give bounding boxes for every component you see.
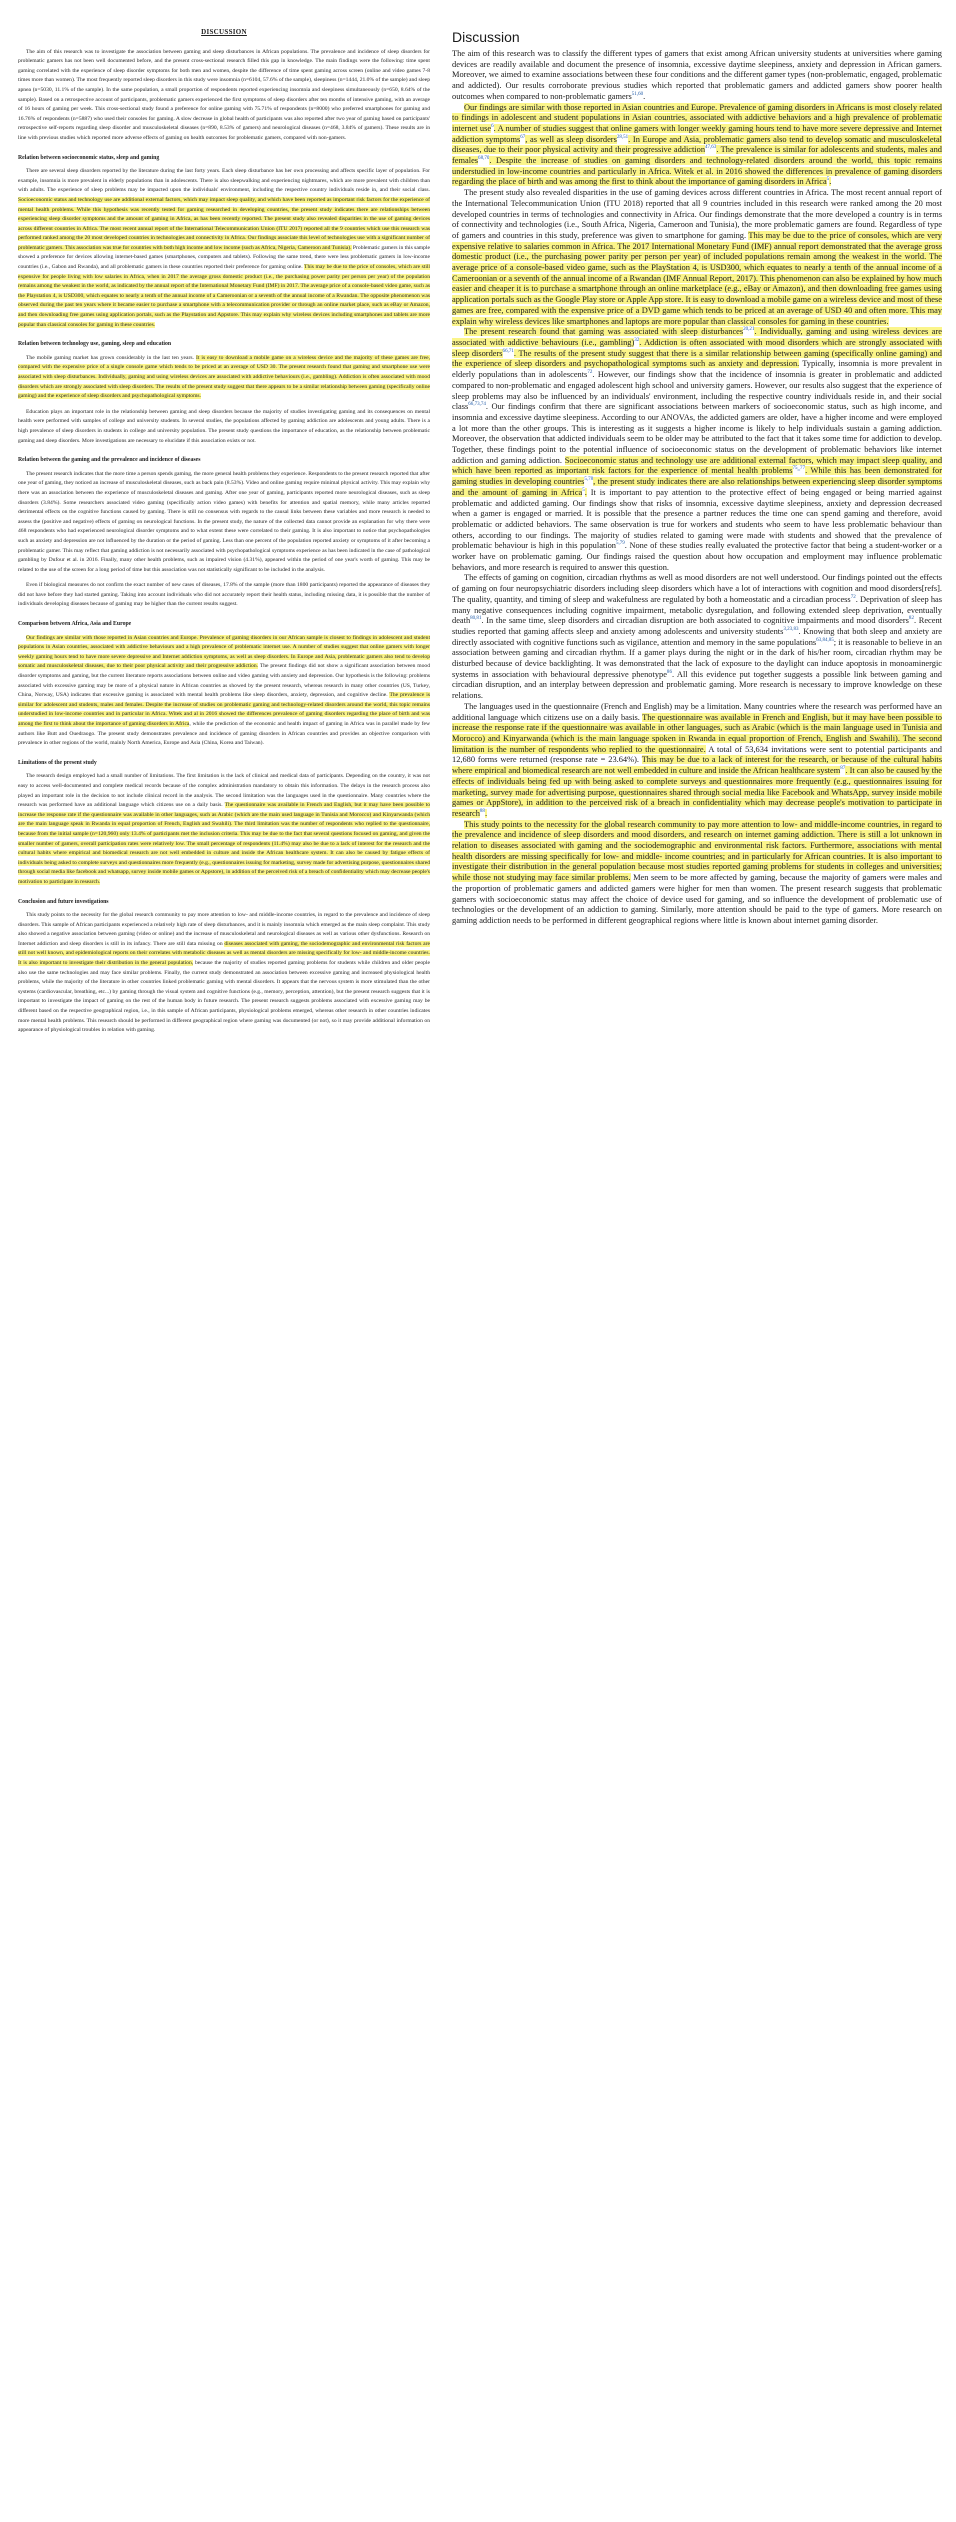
citation-ref[interactable]: 3,23,83 — [783, 627, 799, 633]
highlighted-text: . Despite the increase of studies on gaming disorders and technology-related disorders around the world, this topic remains understudied in low-income countries and particularly in Africa. Witek et al. in 2016 showed the differences in prevalence of gaming disorders regarding the place of birth and was among the first to think about the importance of gaming disorders in Africa — [452, 156, 942, 187]
body-text: Typically, insomnia is more prevalent in elderly populations than in adolescents — [452, 359, 942, 380]
body-text: The mobile gaming market has grown considerably in the last ten years. — [26, 354, 196, 361]
highlighted-text: This may be due to a lack of interest for the research, or because of the cultural habits where empirical and biomedical research are not well embedded in culture and inside the African healthcare system — [452, 755, 942, 776]
body-text: . None of these studies really evaluated the protective factor that being a student-worker or a worker have on problematic gaming. Our findings raised the question about how occupation and employment may influence problematic behaviors, and more research is required to answer this question. — [452, 541, 942, 572]
citation-ref[interactable]: 5,78 — [584, 477, 594, 483]
citation-ref[interactable]: 51,60 — [631, 92, 644, 98]
section-heading: Relation between the gaming and the prevalence and incidence of diseases — [18, 457, 201, 464]
citation-ref[interactable]: 66,73,74 — [468, 402, 486, 408]
highlighted-text: . — [829, 177, 832, 187]
published-paragraph — [452, 49, 942, 103]
citation-ref[interactable]: 20,21 — [743, 327, 755, 333]
published-column — [452, 28, 942, 2498]
body-text: . Recent studies reported that gaming affects sleep and anxiety among adolescents and university students — [452, 616, 942, 636]
citation-ref[interactable]: 32 — [634, 338, 640, 344]
highlighted-text: This may be due to the price of consoles, which are still expensive for people living with low salaries in Africa, when in 2017 the average gross domestic product (i.e., the purchasing power parity per person per year) of the population remains among the weakest in the world, as indicated by the annual report of the International Monetary Fund (IMF) in 2017. The average price of a console-based video game, such as the Playstation 4, is USD300, which equates to nearly a tenth of the annual income of a Cameroonian or a seventh of the annual income of a Rwandan. — [18, 264, 430, 299]
highlighted-text: , the present study indicates there are also relationships between experiencing sleep disorder symptoms and the amount of gaming in Africa — [452, 477, 942, 497]
body-text: . — [643, 91, 646, 101]
section-heading: Limitations of the present study — [18, 759, 97, 766]
body-text: . In the same time, sleep disorders and circadian disruption are both associated to cognitive impairments and mood disorders — [481, 616, 909, 626]
manuscript-paragraph — [18, 581, 430, 610]
highlighted-text: . — [484, 808, 488, 818]
published-paragraph — [452, 702, 942, 820]
body-text: The present findings did not show a significant association between mood disorder symptoms and gaming, but the current literature reports associations between online and video gaming with anxiety and depression. Our hypothesis is the following: problems associated with excessive gaming may be more of a physical nature in African countries as showed by the present research, whereas research in many other countries (US, Turkey, China, Norway, USA) indicates that excessive gaming is associated with mental health problems like sleep disorders, anxiety, depression, and cognitive decline. — [18, 663, 430, 699]
citation-ref[interactable]: 68,70 — [478, 156, 490, 162]
body-text: A total of 53,634 invitations were sent to potential participants and 12,680 forms were returned (response rate = 23.64%). — [452, 744, 942, 765]
highlighted-text: Socioeconomic status and technology use are additional external factors, which may impact sleep quality, and which have been reported as important risk factors for the experience of mental health problems — [452, 455, 942, 476]
highlighted-text: . While this has been demonstrated for gaming studies in developing countries — [452, 466, 942, 487]
highlighted-text: This may be due to the price of consoles, which are very expensive relative to salaries common in Africa. The 2017 International Monetary Fund (IMF) annual report demonstrated that the average gross domestic product (i.e., the purchasing power parity per person per year) of included populations remain among the weakest in the world. The average price of a console-based video game, such as the PlayStation 4, is USD300, which equates to nearly a tenth of the annual income of a Cameroonian or a seventh of the annual income of a Rwandan (IMF Annual Report, 2017). This phenomenon can also be explained by how much easier and cheaper it is to purchase a smartphone through an online marketplace (e.g., eBay or Amazon), and then downloading free games using application portals such as the Google Play store or Apple App store. It is easy to download a mobile game on a wireless device and most of these games are free, compared with the expensive price of a DVD game which tends to be priced at an average of USD 40 and often more. This may explain why wireless devices like smartphones and laptops are more popular than classical consoles for gaming in these countries. — [452, 230, 942, 326]
highlighted-text: The prevalence is similar for adolescent and students, males and females. Despite the increase of studies on problematic gaming and technology-related disorders around the world, this topic remains understudied in low-income countries and in particular in Africa. Witek and al in 2016 showed the differences prevalence of gaming disorders regarding the place of birth and was among the first to think about the importance of gaming disorders in Africa — [18, 692, 430, 727]
highlighted-text: This study points to the necessity for the global research community to pay more attention to low- and middle-income countries, in regard to the prevalence and incidence of sleep disorders and mood disorders, and research on internet gaming addiction. There is still a lot unknown in relation to diseases associated with gaming and the sociodemographic and environmental risk factors. Furthermore, associations with mental health disorders are missing specifically for low- and middle- income countries; and in particularly for African countries. It is also important to investigate their distribution in the general population because most studies reported gaming problems for students in colleges and universities; while those not studying may face similar problems. — [452, 819, 942, 883]
highlighted-text: The opposite phenomenon was observed during the past ten years where it became easier to purchase a smartphone with a telecommunication provider or through an online market place, such as eBay or Amazon, and then downloading free games using application portals, such as the Playstation and Appstore. This may explain why wireless devices including smartphones and tablets are more popular than classical consoles for gaming in these countries. — [18, 292, 430, 328]
body-text: The effects of gaming on cognition, circadian rhythms as well as mood disorders are not well understood. Our findings pointed out the effects of gaming on four neuropsychiatric disorders including sleep disorders which have a lot of interactions with cognition and mood disorders[refs]. The quality, quantity, and timing of sleep and wakefulness are regulated by both a homeostatic and a circadian process — [452, 573, 942, 604]
citation-ref[interactable]: 5 — [826, 177, 830, 183]
body-text: The present study also revealed disparities in the use of gaming devices across different countries in Africa. The most recent annual report of the International Telecommunication Union (ITU 2018) reported that all 9 countries included in this research were ranked among the 20 most developed countries in terms of technologies and connectivity in Africa. Our findings demonstrate that the more developed a country is in terms of connectivity and technologies (i.e., South Africa, Nigeria, Cameroon and Tunisia), the more problematic gamers are found. Regardless of type of gamers and countries in this study, preference was given to smartphone for gaming. — [452, 188, 942, 240]
body-text: The aim of this research was to investigate the association between gaming and sleep disturbances in African populations. The prevalence and incidence of sleep disorders for problematic gamers has not been well documented before, and the present cross-sectional research filled this gap in knowledge. The main findings were the following: time spent gaming correlated with the experience of sleep disorder symptoms for both men and women, despite the difference of time spent gaming across screen (online and video games 7-8 times more than women). The most frequently reported sleep disorders in this study were insomnia (n=6104, 57.6% of the sample), sleepiness (n=1444, 21.0% of the sample) and sleep apnea (n=5030, 11.1% of the sample). In the same population, a small proportion of respondents reported experiencing insomnia and sleepiness simultaneously (n=650, 8.64% of the sample). Based on a retrospective account of participants, problematic gamers experienced the first symptoms of sleep disorders after ten months of intensive gaming, with an average of 16 hours of gaming per week. This cross-sectional study found a preference for online gaming with 75.71% of respondents (n=8000) who preferred smartphones for gaming and 16.76% of respondents (n=5887) who used their consoles for gaming. A slow decrease in global health of participants was also reported after two year of gaming based on participants' retrospective self-reports regarding sleep disorder and musculoskeletal diseases (n=890, 8.53% of gamers) and neurological diseases (n=468, 3.84% of gamers). These results are in line with previous studies which reported more adverse effects of gaming on health outcomes for problematic gamers, compared with non-gamers. — [18, 48, 430, 141]
manuscript-paragraph — [18, 772, 430, 887]
body-text: . Our findings confirm that there are significant associations between markers of socioeconomic status, such as high income, and insomnia and excessive daytime sleepiness. According to our ANOVAs, the addicted gamers are older, have a higher income and were employed a lot more than the other groups. This is interesting as it suggests a higher income is likely to help individuals sustain a gaming addiction. Moreover, the observation that addicted individuals seem to be older may be attributed to the fact that it takes some time for addiction to develop. Together, these findings point to the potential influence of socioeconomic status on the development of problematic behaviors like internet addiction and gaming addiction. — [452, 402, 942, 465]
manuscript-paragraph — [18, 167, 430, 330]
body-text: Education plays an important role in the relationship between gaming and sleep disorders because the majority of studies investigating gaming and its consequences on mental health were performed with samples of college and university students. In several studies, the populations affected by gaming addiction are adolescents and young adults. There is a high prevalence of sleep disorders in students in college and university population. The present study questions the importance of education, as the relationship between problematic gaming and sleep disorders. More investigations are necessary to elucidate if this association exists or not. — [18, 408, 430, 444]
body-text: The languages used in the questionnaire (French and English) may be a limitation. Many countries where the research was performed have an additional language which citizens use on a daily basis. — [452, 701, 942, 722]
body-text: ; it is reasonable to believe in an association between gaming and circadian rhythm. If a gamer plays during the night or in the dark of his/her room, circadian rhythm may be disturbed because of device backlighting. It was demonstrated that the lack of exposure to the daylight can induce apoptosis in monoaminergic systems in association with behavioural depressive phenotype — [452, 637, 942, 679]
citation-ref[interactable]: 80,81 — [470, 616, 482, 622]
citation-ref[interactable]: 66,71 — [502, 348, 514, 354]
manuscript-paragraph — [18, 911, 430, 1036]
citation-ref[interactable]: 47,63 — [705, 145, 717, 151]
body-text: The aim of this research was to classify the different types of gamers that exist among African university students at universities where gaming devices are readily available and document the presence of insomnia, excessive daytime sleepiness, anxiety and depression in African gamers. Moreover, we aimed to examine associations between these four conditions and the different gamer types (non-problematic, engaged, problematic and addicted). Our results corroborate previous studies which reported that problematic gamers and addicted gamers show poorer health outcomes when compared to non-problematic gamers — [452, 49, 942, 101]
manuscript-paragraph — [18, 634, 430, 749]
published-paragraph — [452, 573, 942, 701]
highlighted-text: The present research found that gaming was associated with sleep disturbances — [464, 327, 744, 337]
highlighted-text: The third limitation was the number of respondents who replied to the questionnaire, because from the initial sample (n=120,960) only 13.4% of participants met the inclusion criteria. This may be due to the fact that several questions focused on gaming, and given the smaller number of gamers, overall participation rates were relatively low. The small percentage of respondents (11.4%) may also be due to a lack of interest for the research and the cultural habits where empirical and biomedical research are not well embedded in culture and inside the African healthcare system. It can also be caused by fatigue effects of individuals being asked to complete surveys and questionnaires more frequently (e.g., questionnaires issuing for marketing, survey made for advertising purpose, questionnaires shared through social media like facebook and whatsapp, survey inside mobile games or Appstore), in addition of the perceived risk of a breach of confidentiality which may decrease people's motivation to participate in research. — [18, 821, 430, 885]
citation-ref[interactable]: 88 — [479, 809, 485, 815]
manuscript-paragraph — [18, 48, 430, 144]
highlighted-text: . The results of the present study suggest that there is a similar relationship between gaming (specifically online gaming) and the experience of sleep disorders and psychopathological symptoms such as anxiety and depression. — [452, 348, 942, 369]
citation-ref[interactable]: 72 — [587, 370, 593, 376]
citation-ref[interactable]: 75‗77 — [792, 466, 806, 472]
manuscript-body — [18, 48, 430, 1036]
published-paragraph — [452, 327, 942, 573]
body-text: The research design employed had a small number of limitations. The first limitation is the lack of clinical and medical data of participants. Depending on the country, it was not easy to access well-documented and complete medical records because of the complex administration mandatory to obtain this information. The delays in the research process also played an important role in the decision to not include clinical record in the analysis. The second limitation was the languages used in the questionnaire. Many countries where the research was performed have an additional language which citizens use on a daily basis. — [18, 773, 430, 809]
body-text: The present research indicates that the more time a person spends gaming, the more general health problems they experience. Respondents to the present research reported that after one year of gaming, they noticed an increase of musculoskeletal diseases, such as back pain (8.53%). Video and online gaming require minimal physical activity. This may explain why there was an association between the experience of musculoskeletal diseases and gaming. After one year of gaming, participants reported more neurological diseases, such as sleep disorders (3.84%). Some researchers associated video gaming (specifically action video games) with benefits for attention and spatial memory, while many articles reported detrimental effects on the cognitive functions caused by gaming. There is still no consensus with regards to the causal links between these variables and more research is needed to assess the (positive and negative) effects of gaming on neurological functions. In the present study, the nature of the collected data cannot provide an explanation for why there were 468 respondents who had experienced neurological disorder symptoms and to what extent these were correlated to their gaming. It is also important to notice that psychopathologies such as anxiety and depression are not influenced by the duration or the period of gaming. Less than one percent of the population reported anxiety or symptoms of it after becoming a problematic gamer. This may reflect that gaming addiction is not necessarily associated with psychopathological symptoms experience as has been indicated in the case of pathological gambling by Dufour et al. in 2016. Finally, many other health problems, such as impaired vision (4.31%), appeared within the period of one year's worth of gaming. This may be related to the use of the screen for a long period of time but this association was not statistically significant to be included in the analysis. — [18, 470, 430, 573]
highlighted-text: Our findings are similar with those reported in Asian countries and Europe. Prevalence of gaming disorders in our African sample is closest to findings in adolescent and student populations in Asian countries, associated with addictive behaviours and a high prevalence of problematic internet use. A number of studies suggest that online gamers with longer weekly gaming hours tend to have more severe depressive and Internet addiction symptoms, as well as sleep disorders. In Europe and Asia, problematic gamers also tend to develop somatic and musculoskeletal diseases, due to their poor physical activity and their progressive addiction. — [18, 634, 430, 670]
manuscript-column — [18, 28, 430, 2498]
highlighted-text: . — [584, 487, 587, 497]
section-heading: Comparison between Africa, Asia and Europe — [18, 621, 132, 628]
citation-ref[interactable]: 82 — [908, 616, 914, 622]
published-body — [452, 49, 942, 927]
body-text: . Deprivation of sleep has many negative consequences including cognitive impairment, metabolic dysregulation, and following extended sleep deprivation, eventually death — [452, 594, 942, 626]
manuscript-paragraph — [18, 354, 430, 402]
highlighted-text: . In Europe and Asia, problematic gamers also tend to develop somatic and musculoskeletal diseases, due to their poor physical activity and their progressive addiction — [452, 134, 942, 155]
citation-ref[interactable]: 67 — [520, 134, 526, 140]
highlighted-text: It is easy to download a mobile game on a wireless device and the majority of these games are free, compared with the expensive price of a single console game which tends to be priced at an average of USD 30. The present research found that gaming and smartphone use were associated with sleep disturbances. Individually, gaming and using wireless devices are associated with addictive behaviours (i.e., gambling). Addiction is often associated with mood disorders which are strongly associated with sleep disorders. The results of the present study suggest that there appears to be a similar relationship between gaming (specifically online gaming) and the experience of sleep disorders and psychopathological symptoms. — [18, 354, 430, 400]
manuscript-paragraph — [18, 470, 430, 576]
body-text: There are several sleep disorders reported by the literature during the last forty years. Each sleep disturbance has her own processing and affects specific layer of population. For example, insomnia is more prevalent in elderly populations than in adolescents. There is also sleepwalking and experiencing nightmares, which are more prevalent with children than with adults. The experience of sleep problems may be impacted upon the individuals' environment, including the respective country individuals reside in, and their social class. — [18, 168, 430, 194]
highlighted-text: Socioeconomic status and technology use are additional external factors, which may impact sleep quality, and which have been reported as important risk factors for the experience of mental health problems. While this hypothesis was recently tested for gaming researched in developing countries, the present study indicates there are relationships between experiencing sleep disorder symptoms and the amount of gaming in Africa, as has been recently reported. The present study also revealed disparities in the use of gaming devices across different countries in Africa. The most recent annual report of the International Telecommunication Union (ITU 2017) reported all the 9 countries which use this research was performed ranked among the 20 most developed countries in technologies and connectivity in Africa. Our findings associate this level of technologies use with a significant number of problematic gamers. This association was true for countries with both high income and low income (such as Africa, Nigeria, Cameroon and Tunisia). — [18, 196, 430, 251]
body-text: It is important to pay attention to the protective effect of being engaged or being married against problematic and addicted gaming. Our findings show that risks of insomnia, excessive daytime sleepiness, anxiety and depression decreased when a gamer is engaged or married. It is possible that the presence a partner reduces the time one can spend gaming and therefore, avoid problematic or addicted behaviors. The same observation is true for workers and students who seem to have less problematic behaviour than others, according to our findings. The majority of studies related to gaming were made with students and showed that the prevalence of problematic behaviour is high in this population — [452, 487, 942, 551]
section-heading: Relation between socioeconomic status, sleep and gaming — [18, 154, 160, 161]
manuscript-paragraph — [18, 408, 430, 446]
body-text: because the majority of studies reported gaming problems for students while children and older people also use the same technologies and may face similar problems. Finally, the current study demonstrated an association between excessive gaming and increased physiological health problems, while the majority of the literature in other countries linked problematic gaming with mental disorders. It appears that the nervous system is more stimulated than the other systems (cardiovascular, breathing, etc...) by gaming through the visual system and cognitive functions (e.g., memory, perception, attention), but the present research suggests that it is important to investigate the impact of gaming on the rest of the human body in future research. The present research suggests problems associated with excessive gaming may be different based on the respective geographical region, i.e., in this sample of African participants, physiological problems emerged, whereas other research in other countries indicates more mental health problems. This research should be performed in different geographical region where gaming was documented (or not), so it may provide additional information on appearance of physiological troubles in relation with gaming. — [18, 960, 430, 1034]
body-text: . All this evidence put together suggests a possible link between gaming and circadian disruption, and an interplay between depression and problematic gaming. More research is necessary to improve knowledge on these relations. — [452, 669, 942, 701]
published-paragraph — [452, 188, 942, 327]
published-paragraph — [452, 820, 942, 927]
highlighted-text: Our findings are similar with those reported in Asian countries and Europe. Prevalence of gaming disorders in Africans is most closely related to findings in adolescent and student populations in Asian countries, associated with addictive behaviors and a high prevalence of problematic internet use — [452, 102, 942, 133]
body-text: This study points to the necessity for the global research community to pay more attention to low- and middle-income countries, in regard to the prevalence and incidence of sleep disorders. This sample of African participants experienced a relatively high rate of sleep disturbances, and it is mainly insomnia which emerged as the main sleep complaint. This study also showed a negative association between gaming (video or online) and the increase of musculoskeletal and neurological diseases as well as various other dysfunctions. Research on Internet addiction and sleep disorders is still in its infancy. There are still data missing on — [18, 912, 430, 947]
citation-ref[interactable]: 28,51 — [616, 134, 629, 140]
section-heading: Conclusion and future investigations — [18, 898, 109, 905]
highlighted-text: . Addiction is often associated with mood disorders which are strongly associated with sleep disorders — [452, 337, 942, 358]
body-text: Men seem to be more affected by gaming, because the majority of gamers were males and the proportion of problematic gamers and addicted gamers were higher for men than women. The present research suggests that problematic gamers with socioeconomic status may affect the choice of device used for gaming, and so influence the development of problematic use of technologies or the development of an addiction to gaming. Similarly, more attention should be paid to the type of gamers. More research on gaming addiction needs to be performed in different geographical regions where little is known about internet gaming disorder. — [452, 873, 942, 925]
body-text: . However, our findings show that the incidence of insomnia is greater in problematic and addicted compared to non-problematic and engaged adolescent high school and university gamers. However, our results also suggest that the experience of sleep problems may also be influenced by an individuals' environment, including the respective country individuals reside in, and their social class — [452, 370, 942, 412]
highlighted-text: . The prevalence is similar for adolescents and students, males and females — [452, 145, 942, 166]
citation-ref[interactable]: 63,84,85 — [816, 637, 834, 643]
citation-ref[interactable]: 72 — [850, 595, 856, 601]
citation-ref[interactable]: 6 — [491, 124, 494, 130]
highlighted-text: The questionnaire was available in French and English, but it may have been possible to increase the response rate if the questionnaire was available in other languages, such as Arabic (which are the main used language in Tunisia and Morocco) and Kinyarwanda (which are the main language speak in Rwanda in equal proportion of French, English and Swahili). — [18, 802, 430, 828]
citation-ref[interactable]: 87 — [840, 766, 846, 772]
highlighted-text: diseases associated with gaming, the sociodemographic and environmental risk factors are still not well known, and epidemiological reports on their correlates with metabolic diseases as well as mental disorders are missing specifically for low- and middle-income countries. It is also important to investigate their distribution in the general population, — [18, 940, 430, 967]
highlighted-text: . Individually, gaming and using wireless devices are associated with addictive behaviours (i.e., gambling) — [452, 327, 942, 347]
published-heading: Discussion — [452, 29, 520, 45]
body-text: Even if biological measures do not confirm the exact number of new cases of diseases, 17.8% of the sample (more than 1800 participants) reported the appearance of diseases they did not have before they had started gaming. Taking into account individuals who did not accurately report their health status, including missing data, it is possible that the number of individuals developing diseases because of gaming may be higher than the current results suggest. — [18, 582, 430, 608]
citation-ref[interactable]: 5 — [582, 488, 585, 494]
section-heading: Relation between technology use, gaming, sleep and education — [18, 341, 172, 348]
citation-ref[interactable]: 5,79 — [615, 541, 625, 547]
highlighted-text: The questionnaire was available in French and English, but it may have been possible to increase the response rate if the questionnaire was available in other languages, such as Arabic (which is the main language used in Tunisia and Morocco) and Kinyarwanda (which is the main language spoken in Rwanda in equal proportion of French, English and Swahili). The second limitation is the number of respondents who replied to the questionnaire. — [452, 712, 942, 754]
body-text: Problematic gamers in this sample showed a preference for devices allowing internet-based games (smartphones, computers and tablets). Following the same trend, there were less problematic gamers in low-income countries (i.e., Gabon and Rwanda), and all problematic gamers in these countries reported their preference for gaming online. — [18, 244, 430, 271]
body-text: . Knowing that both sleep and anxiety are directly associated with cognitive functions such as vigilance, attention and memory in the same populations — [452, 626, 942, 647]
highlighted-text: . It can also be caused by the effects of individuals being fed up with being asked to complete surveys and questionnaires more frequently (e.g., questionnaires issuing for marketing, survey made for advertising purpose, questionnaires shared through social media like Facebook and WhatsApp, survey inside mobile games or AppStore), in addition to the perceived risk of a breach in confidentiality which may decrease people's motivation to participate in research — [452, 766, 942, 818]
manuscript-heading: DISCUSSION — [201, 28, 247, 36]
body-text: , while the prediction of the economic and health impact of gaming in Africa was in parallel made by few authors like Butt and Ouedraogo. The present study demonstrates prevalence and incidence of gaming disorders in African countries and provides an objective comparison with prevalence in other regions of the world, mainly North America, Europe and Asia (China, Korea and Taiwan). — [18, 721, 430, 747]
highlighted-text: , as well as sleep disorders — [525, 134, 617, 144]
citation-ref[interactable]: 86 — [666, 669, 672, 675]
highlighted-text: . A number of studies suggest that online gamers with longer weekly gaming hours tend to have more severe depressive and Internet addiction symptoms — [452, 123, 942, 144]
published-paragraph — [452, 103, 942, 189]
